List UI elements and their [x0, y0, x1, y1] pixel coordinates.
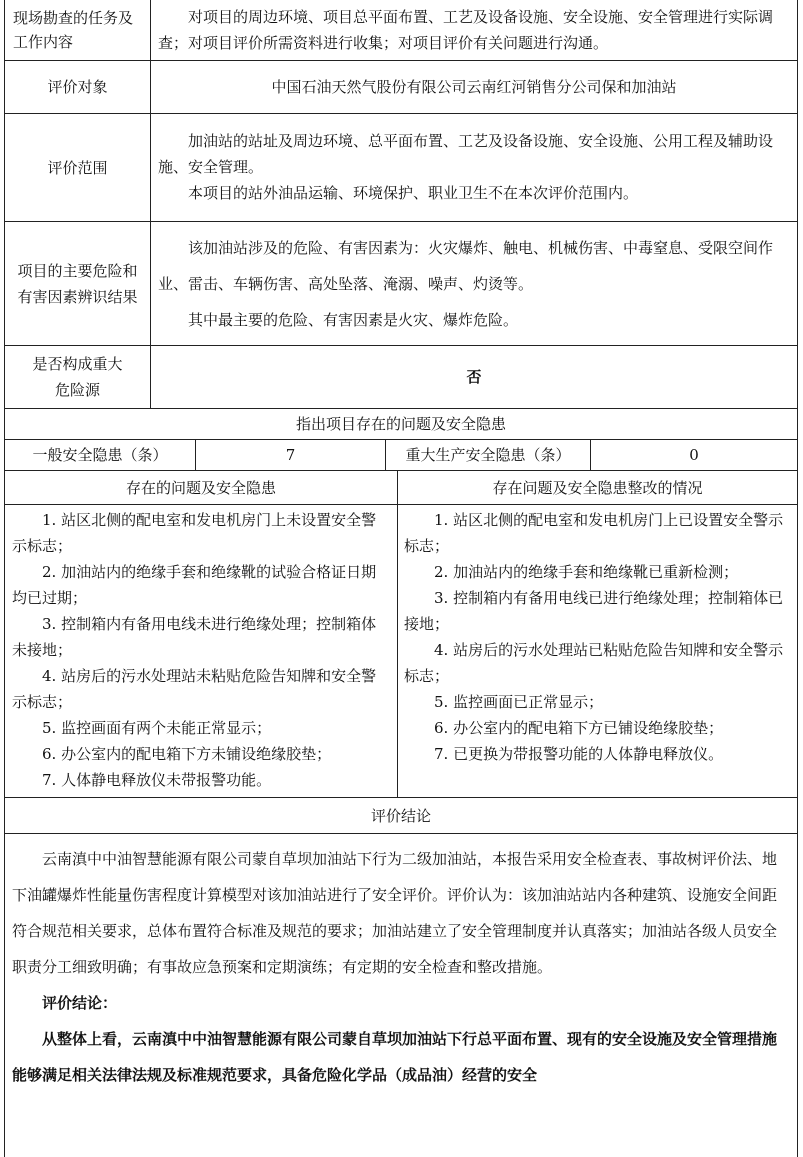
- issues-column-header-text: 存在的问题及安全隐患: [125, 478, 276, 497]
- general-count-label: [5, 440, 195, 470]
- issue-item: 1. 站区北侧的配电室和发电机房门上未设置安全警示标志；: [12, 511, 377, 555]
- hazards-paragraph: 其中最主要的危险、有害因素是火灾、爆炸危险。: [188, 311, 519, 329]
- major-value: [151, 346, 797, 408]
- task-content-text: 对项目的周边环境、项目总平面布置、工艺及设备设施、安全设施、安全管理进行实际调查；对项目评价所需资料进行收集；对项目评价有关问题进行沟通。: [158, 8, 774, 52]
- scope-label: [5, 114, 150, 221]
- issues-column-header: [5, 471, 397, 504]
- major-label: [5, 346, 150, 408]
- issue-item: 6. 办公室内的配电箱下方未铺设绝缘胶垫；: [42, 745, 332, 763]
- general-count-value-text: 7: [285, 446, 296, 464]
- hazards-paragraph: 该加油站涉及的危险、有害因素为：火灾爆炸、触电、机械伤害、中毒窒息、受限空间作业、雷击、车辆伤害、高处坠落、淹溺、噪声、灼烫等。: [158, 239, 774, 293]
- task-content: [158, 4, 790, 56]
- conclusion-title: [5, 798, 797, 833]
- issue-item: 2. 加油站内的绝缘手套和绝缘靴的试验合格证日期均已过期；: [12, 563, 377, 607]
- task-label: [5, 0, 150, 60]
- rectification-item: 7. 已更换为带报警功能的人体静电释放仪。: [434, 745, 724, 763]
- issues-list: [12, 507, 390, 793]
- task-label-text: 现场勘查的任务及工作内容: [13, 9, 134, 51]
- object-content-text: 中国石油天然气股份有限公司云南红河销售分公司保和加油站: [271, 78, 677, 96]
- object-label: [5, 61, 150, 113]
- conclusion-subtitle: 评价结论：: [42, 994, 118, 1012]
- major-count-value: [591, 440, 797, 470]
- scope-content: [158, 128, 790, 206]
- scope-label-text: 评价范围: [47, 158, 108, 177]
- issues-title: [5, 409, 797, 439]
- hazards-label: [5, 222, 150, 345]
- row-divider: [4, 504, 798, 505]
- issues-column-divider: [397, 470, 398, 797]
- major-value-text: 否: [466, 368, 482, 386]
- major-count-label: [386, 440, 590, 470]
- rectification-column-header-text: 存在问题及安全隐患整改的情况: [492, 478, 703, 497]
- object-content: [151, 61, 797, 113]
- rectification-item: 6. 办公室内的配电箱下方已铺设绝缘胶垫；: [434, 719, 724, 737]
- issue-item: 7. 人体静电释放仪未带报警功能。: [42, 771, 272, 789]
- issue-item: 3. 控制箱内有备用电线未进行绝缘处理；控制箱体未接地；: [12, 615, 377, 659]
- object-label-text: 评价对象: [47, 78, 108, 96]
- conclusion-final: 从整体上看，云南滇中中油智慧能源有限公司蒙自草坝加油站下行总平面布置、现有的安全设施及安全管理措施能够满足相关法律法规及标准规范要求，具备危险化学品（成品油）经营的安全: [12, 1030, 778, 1084]
- rectification-item: 5. 监控画面已正常显示；: [434, 693, 604, 711]
- issue-item: 5. 监控画面有两个未能正常显示；: [42, 719, 272, 737]
- scope-paragraph: 本项目的站外油品运输、环境保护、职业卫生不在本次评价范围内。: [188, 184, 639, 202]
- rectification-item: 1. 站区北侧的配电室和发电机房门上已设置安全警示标志；: [404, 511, 784, 555]
- hazards-content: [158, 230, 790, 338]
- rectification-column-header: [398, 471, 797, 504]
- issues-title-text: 指出项目存在的问题及安全隐患: [295, 415, 506, 433]
- major-label-text: 是否构成重大危险源: [32, 355, 123, 399]
- rectification-item: 4. 站房后的污水处理站已粘贴危险告知牌和安全警示标志；: [404, 641, 784, 685]
- conclusion-body: 云南滇中中油智慧能源有限公司蒙自草坝加油站下行为二级加油站，本报告采用安全检查表、事故树评价法、地下油罐爆炸性能量伤害程度计算模型对该加油站进行了安全评价。评价认为：该加油站站内各种建筑、设施安全间距符合规范相关要求，总体布置符合标准及规范的要求；加油站建立了安全管理制度并认真落实；加油站各级人员安全职责分工细致明确；有事故应急预案和定期演练；有定期的安全检查和整改措施。: [12, 850, 778, 976]
- table-border-right: [797, 0, 798, 1157]
- major-count-label-text: 重大生产安全隐患（条）: [405, 446, 571, 464]
- issue-item: 4. 站房后的污水处理站未粘贴危险告知牌和安全警示标志；: [12, 667, 377, 711]
- rectification-item: 2. 加油站内的绝缘手套和绝缘靴已重新检测；: [434, 563, 739, 581]
- scope-paragraph: 加油站的站址及周边环境、总平面布置、工艺及设备设施、安全设施、公用工程及辅助设施、安全管理。: [158, 132, 774, 176]
- rectification-list: [404, 507, 789, 767]
- major-count-value-text: 0: [689, 446, 699, 464]
- row-divider: [4, 833, 798, 834]
- general-count-value: [196, 440, 385, 470]
- rectification-item: 3. 控制箱内有备用电线已进行绝缘处理；控制箱体已接地；: [404, 589, 784, 633]
- general-count-label-text: 一般安全隐患（条）: [32, 446, 168, 464]
- hazards-label-text: 项目的主要危险和有害因素辨识结果: [17, 261, 138, 306]
- conclusion-content: [12, 841, 790, 1093]
- conclusion-title-text: 评价结论: [370, 806, 431, 825]
